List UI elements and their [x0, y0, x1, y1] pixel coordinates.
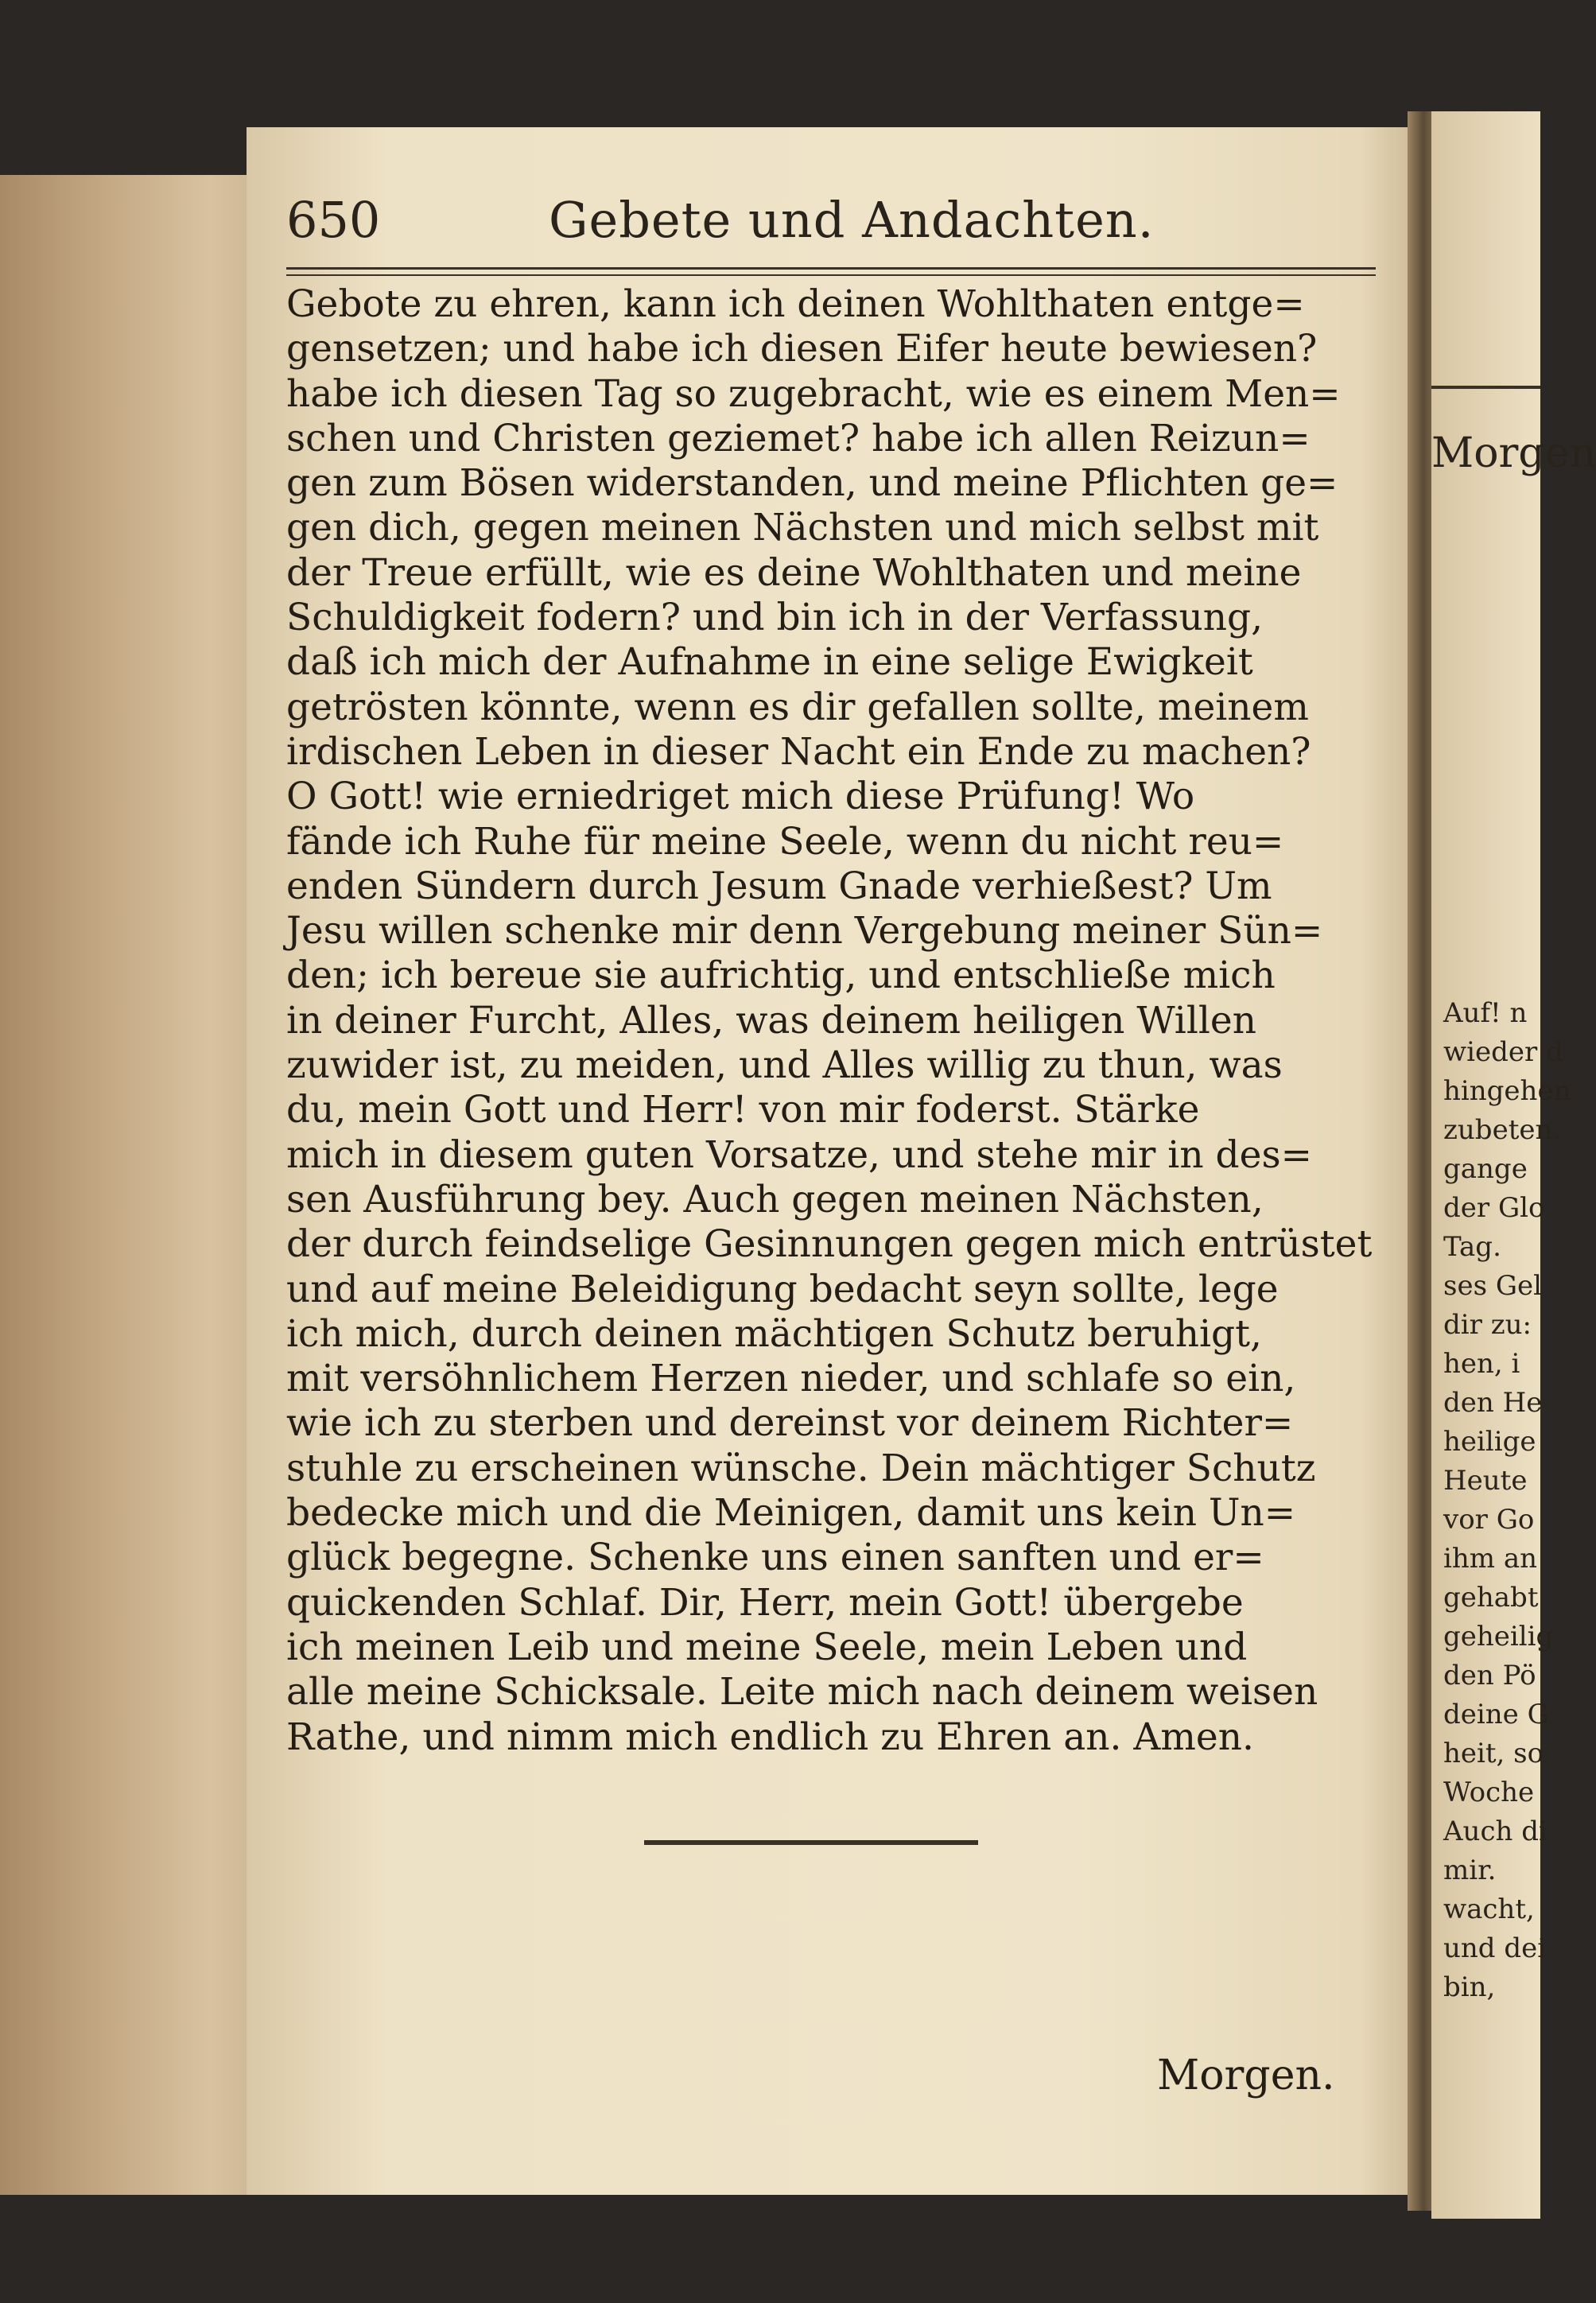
text-line: Schuldigkeit fodern? und bin ich in der Verfassung,: [286, 596, 1264, 640]
page-number: 650: [286, 191, 381, 249]
text-line: gensetzen; und habe ich diesen Eifer heute bewiesen?: [286, 327, 1318, 371]
text-line: zuwider ist, zu meiden, und Alles willig zu thun, was: [286, 1043, 1283, 1088]
next-page-line: dir zu:: [1443, 1309, 1532, 1341]
next-page-line: zubeten.: [1443, 1114, 1562, 1146]
text-line: gen dich, gegen meinen Nächsten und mich selbst mit: [286, 506, 1319, 550]
next-page-line: der Glo: [1443, 1192, 1545, 1224]
next-page-line: den Pö: [1443, 1660, 1536, 1691]
text-line: bedecke mich und die Meinigen, damit uns kein Un=: [286, 1491, 1296, 1536]
running-title: Gebete und Andachten.: [549, 191, 1155, 249]
text-line: O Gott! wie erniedriget mich diese Prüfung! Wo: [286, 775, 1195, 819]
text-line: ich meinen Leib und meine Seele, mein Leben und: [286, 1625, 1248, 1669]
next-page-lines: [1443, 994, 1571, 2007]
text-line: Rathe, und nimm mich endlich zu Ehren an. Amen.: [286, 1715, 1254, 1759]
text-line: enden Sündern durch Jesum Gnade verhießest? Um: [286, 864, 1272, 908]
next-page-line: Heute: [1443, 1465, 1528, 1497]
next-page-line: und dei: [1443, 1932, 1547, 1964]
next-page-line: hingehen: [1443, 1075, 1571, 1107]
next-page-line: mir.: [1443, 1854, 1497, 1886]
next-page-line: gange: [1443, 1153, 1528, 1185]
text-line: Jesu willen schenke mir denn Vergebung meiner Sün=: [286, 909, 1323, 953]
text-line: irdischen Leben in dieser Nacht ein Ende zu machen?: [286, 729, 1311, 774]
text-line: mit versöhnlichem Herzen nieder, und schlafe so ein,: [286, 1357, 1296, 1401]
text-line: mich in diesem guten Vorsatze, und stehe mir in des=: [286, 1132, 1312, 1177]
next-page-line: hen, i: [1443, 1348, 1520, 1380]
text-line: ich mich, durch deinen mächtigen Schutz beruhigt,: [286, 1311, 1262, 1356]
next-page-title: Morgen: [1431, 429, 1596, 477]
text-line: den; ich bereue sie aufrichtig, und entschließe mich: [286, 953, 1276, 998]
next-page-line: gehabt: [1443, 1582, 1539, 1614]
text-line: habe ich diesen Tag so zugebracht, wie es einem Men=: [286, 371, 1341, 416]
text-line: glück begegne. Schenke uns einen sanften und er=: [286, 1536, 1264, 1580]
next-page-line: vor Go: [1443, 1504, 1535, 1536]
page-header: [286, 191, 1376, 254]
text-line: wie ich zu sterben und dereinst vor deinem Richter=: [286, 1401, 1294, 1446]
text-line: getrösten könnte, wenn es dir gefallen sollte, meinem: [286, 685, 1309, 729]
text-line: und auf meine Beleidigung bedacht seyn sollte, lege: [286, 1267, 1279, 1311]
text-line: alle meine Schicksale. Leite mich nach deinem weisen: [286, 1670, 1318, 1715]
next-page-line: wieder d: [1443, 1036, 1563, 1068]
next-page-line: wacht,: [1443, 1893, 1535, 1925]
next-page-line: Auf! n: [1443, 997, 1528, 1029]
text-line: daß ich mich der Aufnahme in eine selige Ewigkeit: [286, 640, 1253, 685]
text-line: Gebote zu ehren, kann ich deinen Wohlthaten entge=: [286, 282, 1305, 326]
text-line: sen Ausführung bey. Auch gegen meinen Nächsten,: [286, 1177, 1264, 1221]
text-line: in deiner Furcht, Alles, was deinem heiligen Willen: [286, 998, 1256, 1043]
catchword: Morgen.: [1157, 2052, 1335, 2099]
next-page-line: deine G: [1443, 1699, 1549, 1730]
next-page-line: ses Gel: [1443, 1270, 1542, 1302]
next-page-fragment: [1431, 111, 1596, 2219]
next-page-line: ihm an: [1443, 1543, 1537, 1575]
next-page-line: Tag.: [1443, 1231, 1501, 1263]
next-page-line: geheilig: [1443, 1621, 1554, 1652]
next-page-rule: [1431, 386, 1540, 389]
next-page-line: Woche: [1443, 1777, 1535, 1808]
end-rule: [644, 1840, 978, 1845]
book-page-edges: [0, 175, 262, 2195]
next-page-line: heit, so: [1443, 1738, 1544, 1769]
header-rule: [286, 267, 1376, 276]
next-page-line: bin,: [1443, 1971, 1496, 2003]
text-line: der Treue erfüllt, wie es deine Wohlthaten und meine: [286, 550, 1302, 595]
text-line: der durch feindselige Gesinnungen gegen mich entrüstet: [286, 1222, 1373, 1267]
text-line: gen zum Bösen widerstanden, und meine Pflichten ge=: [286, 461, 1338, 506]
next-page-line: heilige: [1443, 1426, 1536, 1458]
text-line: quickenden Schlaf. Dir, Herr, mein Gott! übergebe: [286, 1580, 1244, 1625]
text-line: fände ich Ruhe für meine Seele, wenn du nicht reu=: [286, 819, 1284, 864]
text-line: schen und Christen geziemet? habe ich allen Reizun=: [286, 416, 1311, 460]
next-page-line: den He: [1443, 1387, 1543, 1419]
text-line: stuhle zu erscheinen wünsche. Dein mächtiger Schutz: [286, 1446, 1316, 1490]
prayer-text: [286, 282, 1376, 1760]
next-page-line: Auch di: [1443, 1816, 1547, 1847]
text-line: du, mein Gott und Herr! von mir foderst. Stärke: [286, 1088, 1200, 1132]
